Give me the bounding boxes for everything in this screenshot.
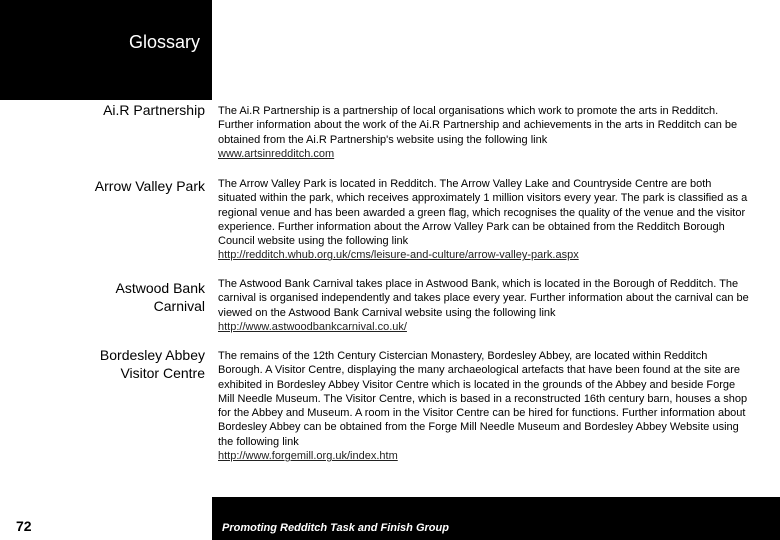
- link-bordesley-abbey[interactable]: http://www.forgemill.org.uk/index.htm: [218, 450, 398, 463]
- footer-block: [212, 497, 780, 540]
- definition-text: The Arrow Valley Park is located in Redditch. The Arrow Valley Lake and Countryside Centre are both situated within the park, which receives approximately 1 million visitors every year. The park is classified as a regional venue and has been awarded a green flag, which recognises the quality of the venue and the visitor experience. Further information about the Arrow Valley Park can be obtained from the Redditch Borough Council website using the following link: [218, 178, 748, 248]
- term-astwood-bank-carnival: [0, 279, 205, 315]
- footer-text: Promoting Redditch Task and Finish Group: [222, 522, 449, 534]
- page-number: 72: [16, 518, 32, 534]
- definition-arrow-valley-park: [218, 177, 750, 263]
- term-line: Astwood Bank: [115, 280, 205, 296]
- term-line: Bordesley Abbey: [99, 347, 205, 363]
- definition-text: The Ai.R Partnership is a partnership of local organisations which work to promote the arts in Redditch. Further information about the work of the Ai.R Partnership and achievements in the arts in Redditch can be obtained from the Ai.R Partnership's website using the following link: [218, 105, 738, 146]
- header-block: [0, 0, 212, 100]
- link-air-partnership[interactable]: www.artsinredditch.com: [218, 147, 335, 160]
- definition-air-partnership: [218, 104, 750, 161]
- page-title: Glossary: [128, 32, 200, 52]
- definition-text: The remains of the 12th Century Cistercian Monastery, Bordesley Abbey, are located within Redditch Borough. A Visitor Centre, displaying the many archaeological artefacts that have been found at the site are exhibited in Bordesley Abbey Visitor Centre which is located in the grounds of the Abbey and beside Forge Mill Needle Museum. The Visitor Centre, which is based in a reconstructed 16th century barn, houses a shop for the Abbey and Museum. A room in the Visitor Centre can be hired for functions. Further information about Bordesley Abbey can be obtained from the Forge Mill Needle Museum and Bordesley Abbey Website using the following link: [218, 350, 748, 448]
- term-bordesley-abbey: [0, 346, 205, 382]
- term-line: Carnival: [153, 298, 205, 314]
- definition-astwood-bank-carnival: [218, 277, 750, 334]
- term-arrow-valley-park: Arrow Valley Park: [94, 178, 205, 194]
- definition-bordesley-abbey: [218, 349, 750, 463]
- link-astwood-bank-carnival[interactable]: http://www.astwoodbankcarnival.co.uk/: [218, 320, 407, 333]
- link-arrow-valley-park[interactable]: http://redditch.whub.org.uk/cms/leisure-and-culture/arrow-valley-park.aspx: [218, 249, 579, 262]
- term-line: Visitor Centre: [120, 365, 205, 381]
- definition-text: The Astwood Bank Carnival takes place in Astwood Bank, which is located in the Borough of Redditch. The carnival is organised independently and takes place every year. Further information about the carnival can be viewed on the Astwood Bank Carnival website using the following link: [218, 278, 749, 319]
- term-air-partnership: Ai.R Partnership: [103, 102, 205, 118]
